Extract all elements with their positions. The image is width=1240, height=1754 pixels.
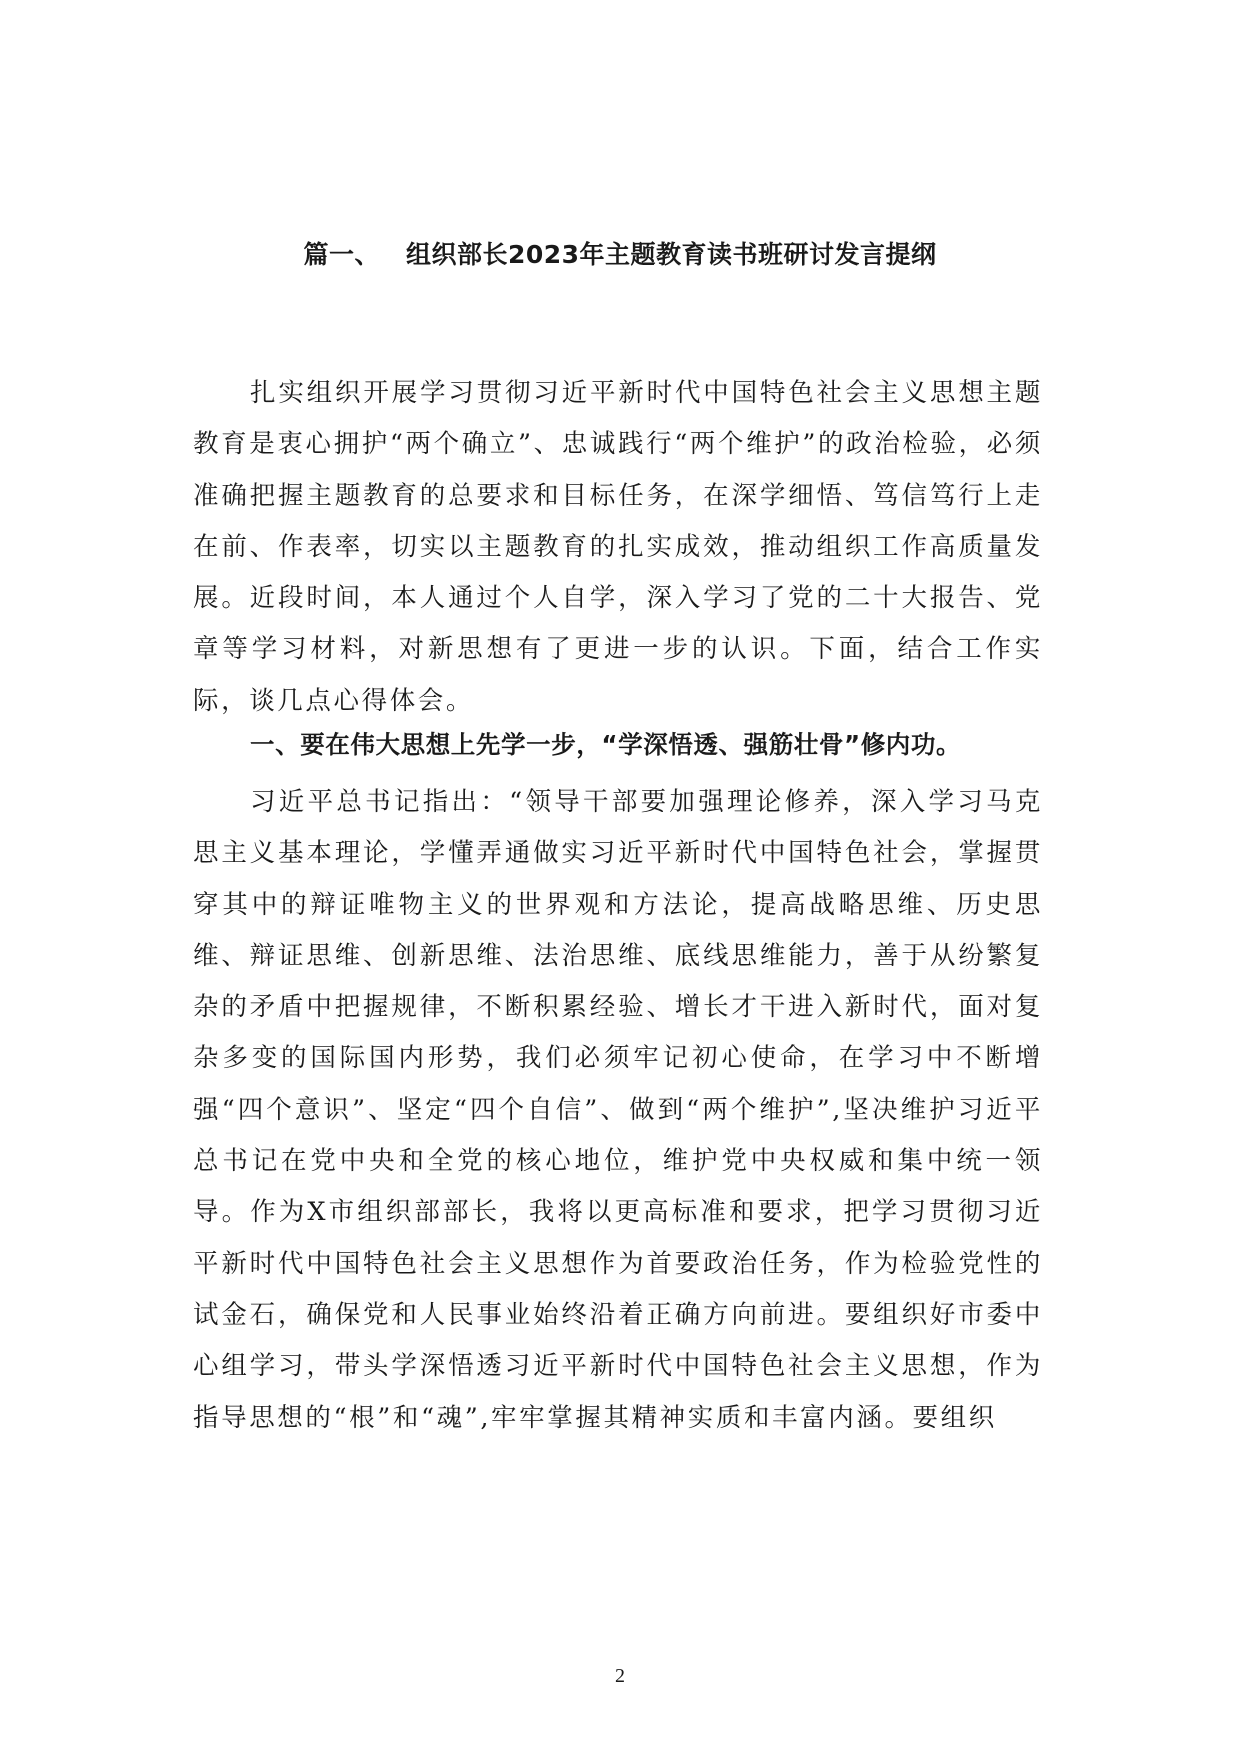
section-1-paragraph: 习近平总书记指出：“领导干部要加强理论修养，深入学习马克思主义基本理论，学懂弄通做实习近平新时代中国特色社会，掌握贯穿其中的辩证唯物主义的世界观和方法论，提高战略思维、历史思维、辩证思维、创新思维、法治思维、底线思维能力，善于从纷繁复杂的矛盾中把握规律，不断积累经验、增长才干进入新时代，面对复杂多变的国际国内形势，我们必须牢记初心使命，在学习中不断增强“四个意识”、坚定“四个自信”、做到“两个维护”,坚决维护习近平总书记在党中央和全党的核心地位，维护党中央权威和集中统一领导。作为X市组织部部长，我将以更高标准和要求，把学习贯彻习近平新时代中国特色社会主义思想作为首要政治任务，作为检验党性的试金石，确保党和人民事业始终沿着正确方向前进。要组织好市委中心组学习，带头学深悟透习近平新时代中国特色社会主义思想，作为指导思想的“根”和“魂”,牢牢掌握其精神实质和丰富内涵。要组织 <box>193 787 1043 1433</box>
document-title <box>0 237 1240 273</box>
title-prefix: 篇一、 <box>303 240 380 269</box>
intro-paragraph: 扎实组织开展学习贯彻习近平新时代中国特色社会主义思想主题教育是衷心拥护“两个确立”、忠诚践行“两个维护”的政治检验，必须准确把握主题教育的总要求和目标任务，在深学细悟、笃信笃行上走在前、作表率，切实以主题教育的扎实成效，推动组织工作高质量发展。近段时间，本人通过个人自学，深入学习了党的二十大报告、党章等学习材料，对新思想有了更进一步的认识。下面，结合工作实际，谈几点心得体会。 <box>193 378 1043 716</box>
page-number: 2 <box>615 1665 625 1687</box>
section-heading-1: 一、要在伟大思想上先学一步，“学深悟透、强筋壮骨”修内功。 <box>250 730 962 759</box>
title-main: 组织部长2023年主题教育读书班研讨发言提纲 <box>405 240 937 269</box>
